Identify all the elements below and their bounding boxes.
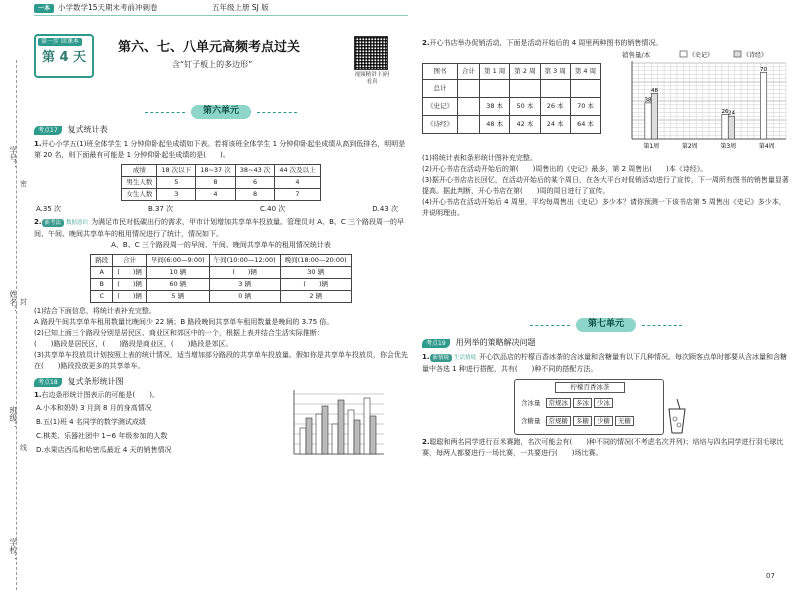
unit7-heading: [422, 317, 790, 333]
fold-mark: 封: [20, 298, 27, 306]
table-cell[interactable]: [458, 98, 480, 116]
chart-legend: [680, 51, 767, 59]
legend-swatch-shijing: [734, 51, 741, 57]
option-a[interactable]: A.小本和奶奶 3 月到 8 月的身高情况: [36, 404, 152, 412]
sugar-label: 含糖量: [521, 417, 541, 425]
kp17-title: 复式统计表: [67, 124, 108, 134]
table-cell[interactable]: [458, 116, 480, 134]
series-title: 小学数学15天期末考前冲刺卷: [58, 3, 158, 12]
table-cell: 64 本: [570, 116, 600, 134]
table-cell: 8: [235, 189, 275, 201]
table-cell: 总计: [423, 80, 458, 98]
table-cell: 5 辆: [146, 291, 209, 303]
x-tick-label: 第2周: [681, 143, 698, 150]
page-number: 07: [766, 572, 775, 580]
new-context-badge: 新情境: [430, 354, 453, 362]
table-header-cell: 路段: [91, 255, 113, 267]
chart-x-ticks: [643, 142, 774, 150]
table-cell: 《诗经》: [423, 116, 458, 134]
question-3-block: [34, 388, 408, 468]
sugar-option[interactable]: 多糖: [573, 416, 592, 426]
day-text: 第 4 天: [41, 50, 87, 65]
question-text: 右边条形统计图表示的可能是( )。: [41, 391, 159, 399]
question-number: 1.: [34, 140, 42, 148]
table-cell: 10 辆: [146, 267, 209, 279]
table-header-cell: 18~37 次: [196, 165, 236, 177]
table-header-cell: 成绩: [122, 165, 157, 177]
bar: [338, 400, 344, 454]
table-header-cell: 18 次以下: [157, 165, 196, 177]
table-row: [423, 98, 601, 116]
question-text: 聪聪和两名同学进行百米赛跑，名次可能会有( )种不同的情况(不考虑名次并列)；培培与四名同学进行羽毛球比赛，每两人都要进行一场比赛，一共要进行( )场比赛。: [422, 438, 784, 457]
table-cell: 3 辆: [209, 279, 280, 291]
question-text: 为满足市民对低碳出行的需求，甲市计划增加共享单车投放量。管理员对 A、B、C 三个路段周一的早间、午间、晚间共享单车的租用情况进行了统计，情况如下。: [34, 218, 404, 238]
bar-shijing: [728, 116, 734, 139]
table-cell: 男生人数: [122, 177, 157, 189]
question-number: 2.: [422, 39, 430, 47]
table-cell: 4: [196, 189, 236, 201]
bar-shiji: [645, 103, 651, 139]
binding-margin: [0, 60, 30, 590]
kp17-header: [34, 124, 408, 136]
bar: [370, 416, 376, 454]
student-name-label: 姓名：: [9, 290, 18, 314]
table-header-cell: 合计: [458, 64, 480, 80]
heading-deco-right: [257, 112, 297, 113]
table-cell[interactable]: ( )辆: [280, 279, 351, 291]
brand-logo: 一本: [34, 4, 54, 13]
bar: [306, 418, 312, 454]
option-c[interactable]: C.40 次: [260, 205, 286, 213]
line-mark: 线: [20, 444, 27, 452]
table-row: [423, 80, 601, 98]
sub-question-2: (2)已知上面三个路段分别是居民区、商业区和郊区中的一个，根据上表并结合生活实际推断：: [34, 329, 324, 337]
ice-row: [521, 398, 613, 408]
table-row: [91, 279, 351, 291]
sub-question-1: (1)结合下面信息，将统计表补充完整。: [34, 307, 156, 315]
sub-question-4: (4)开心书店在活动开始后 4 周里，平均每周售出《史记》多少本？请你预测一下该书店第 5 周售出《史记》多少本，并说明理由。: [422, 198, 786, 217]
table-cell: 30 辆: [280, 267, 351, 279]
new-method-badge: 新考法: [42, 219, 65, 227]
skill-badge: 数据意识: [66, 220, 89, 226]
kp19-header: [422, 337, 790, 349]
page-title: 第六、七、八单元高频考点过关: [118, 40, 301, 55]
data-label: 48: [650, 87, 658, 94]
table-cell: 2 辆: [280, 291, 351, 303]
option-b[interactable]: B.37 次: [147, 205, 174, 213]
score-table: [121, 164, 320, 201]
option-c[interactable]: C.棋类、乐器社团中 1~6 年级参加的人数: [36, 432, 168, 440]
sub-question-3: (3)共享单车投放员计划按照上表的统计情况，适当增加部分路段的共享单车投放量。假如你是共享单车投放员，你会优先在( )路段投放更多的共享单车。: [34, 351, 408, 370]
sugar-row: [521, 416, 634, 426]
day-box: [34, 34, 94, 78]
sub-question-3: (3)据开心书店店长回忆，在活动开始后的某个周日，在各大平台对促销活动进行了宣传，下一周所有图书的销售量显著提高。据此判断，开心书店在第( )周的周日进行了宣传。: [422, 176, 789, 195]
book-sales-table: [422, 63, 601, 134]
table-header-cell: 第 3 周: [540, 64, 570, 80]
sub-question-2-blanks[interactable]: ( )路段是居民区，( )路段是商业区，( )路段是郊区。: [34, 340, 233, 348]
table-cell: 《史记》: [423, 98, 458, 116]
bar: [354, 420, 360, 454]
book-sales-bar-chart: [622, 49, 790, 153]
table-cell: 女生人数: [122, 189, 157, 201]
x-tick-label: 第4周: [758, 143, 775, 150]
option-d[interactable]: D.水果店西瓜和哈密瓜最近 4 天的销售情况: [36, 446, 172, 454]
data-label: 24: [727, 110, 735, 117]
question-number: 2.: [34, 218, 42, 226]
top-bar: [0, 0, 800, 34]
top-divider: [34, 15, 408, 16]
day-tag: 第一步 回课本: [38, 38, 82, 46]
table-row: [122, 177, 320, 189]
unit6-heading: [34, 104, 408, 120]
kp18-title: 复式条形统计图: [67, 376, 124, 386]
table-cell: 8: [196, 177, 236, 189]
page-header: [34, 34, 408, 92]
bar: [332, 424, 338, 454]
race-question: [422, 437, 790, 459]
table-row: [91, 291, 351, 303]
page-subtitle: 含“钉子板上的多边形”: [172, 60, 253, 69]
ice-option[interactable]: 多冰: [573, 398, 592, 408]
grade-label: 五年级上册 SJ 版: [212, 3, 269, 12]
question-number: 2.: [422, 438, 430, 446]
sub-question-2: (2)开心书店在活动开始后的第( )周售出的《史记》最多，第 2 周售出( )本《诗经》。: [422, 165, 708, 173]
table-cell: C: [91, 291, 113, 303]
table-header-cell: 午间(10:00—12:00): [209, 255, 280, 267]
tea-menu-area: [422, 375, 790, 437]
kp18-tag: 考点18: [34, 378, 62, 387]
table-cell: 50 本: [510, 98, 540, 116]
seal-mark: 密: [20, 180, 27, 188]
table-cell[interactable]: ( )辆: [113, 267, 147, 279]
bar: [300, 428, 306, 454]
unit6-heading-label: 第六单元: [191, 105, 251, 119]
bar: [316, 414, 322, 454]
question-number: 1.: [34, 391, 42, 399]
bar: [348, 410, 354, 454]
table-cell: 48 本: [480, 116, 510, 134]
tea-card-title: 柠檬百香冰茶: [555, 382, 625, 393]
option-a[interactable]: A.35 次: [36, 205, 62, 213]
heading-deco-left: [530, 325, 570, 326]
x-tick-label: 第3周: [720, 143, 737, 150]
question-1: [34, 139, 408, 161]
table-header-cell: 44 次及以上: [275, 165, 320, 177]
tea-question: [422, 352, 790, 375]
question-text: 开心书店举办促销活动，下面是活动开始后的 4 周里两种图书的销售情况。: [429, 39, 663, 47]
table-cell: 7: [275, 189, 320, 201]
table-header-cell: 第 2 周: [510, 64, 540, 80]
data-label: 70: [760, 67, 768, 73]
kp19-tag: 考点19: [422, 339, 450, 348]
legend-label-shiji: 《史记》: [689, 52, 714, 59]
question-number: 1.: [422, 353, 430, 361]
option-b[interactable]: B.五(1)班 4 名同学的数学测试成绩: [36, 418, 146, 426]
table-cell: 42 本: [510, 116, 540, 134]
table-cell: 4: [275, 177, 320, 189]
table-cell[interactable]: [480, 80, 510, 98]
table-cell[interactable]: [570, 80, 600, 98]
table-cell: 26 本: [540, 98, 570, 116]
table-cell: B: [91, 279, 113, 291]
table-row: [91, 267, 351, 279]
binding-line: [16, 60, 17, 590]
data-label: 38: [644, 97, 652, 104]
chart-bars: [645, 73, 767, 140]
table-row: [122, 189, 320, 201]
table-header-cell: 第 1 周: [480, 64, 510, 80]
table-cell: 24 本: [540, 116, 570, 134]
ice-option[interactable]: 常规冰: [546, 398, 572, 408]
table-cell: 60 辆: [146, 279, 209, 291]
table-cell[interactable]: ( )辆: [209, 267, 280, 279]
kp18-header: [34, 376, 408, 388]
data-label: 26: [721, 108, 729, 115]
legend-swatch-shiji: [680, 51, 687, 57]
ice-label: 含冰量: [521, 399, 541, 407]
table-cell[interactable]: ( )辆: [113, 279, 147, 291]
table-cell: 3: [157, 189, 196, 201]
sugar-option[interactable]: 无糖: [615, 416, 634, 426]
unit7-heading-label: 第七单元: [576, 318, 636, 332]
qr-code-icon[interactable]: [354, 36, 388, 70]
bar-shiji: [760, 73, 766, 140]
table-cell: 0 辆: [209, 291, 280, 303]
table-header-cell: 图书: [423, 64, 458, 80]
kp17-tag: 考点17: [34, 126, 62, 135]
bike-table: [90, 254, 351, 303]
table-header-cell: 38~43 次: [235, 165, 275, 177]
table-cell: 70 本: [570, 98, 600, 116]
legend-label-shijing: 《诗经》: [743, 52, 768, 59]
unlabeled-bar-chart: [288, 388, 388, 460]
student-id-label: 学号：: [9, 146, 18, 170]
table-header-row: [122, 165, 320, 177]
heading-deco-right: [642, 325, 682, 326]
bookstore-data: [422, 49, 790, 153]
iced-tea-cup-icon: [666, 399, 688, 435]
table-cell[interactable]: [510, 80, 540, 98]
option-d[interactable]: D.43 次: [372, 205, 398, 213]
table-header-cell: 合计: [113, 255, 147, 267]
heading-deco-left: [145, 112, 185, 113]
table-header-row: [91, 255, 351, 267]
table-cell: 38 本: [480, 98, 510, 116]
x-tick-label: 第1周: [643, 143, 660, 150]
table-cell[interactable]: [458, 80, 480, 98]
kp19-title: 用列举的策略解决问题: [455, 337, 536, 347]
school-label: 学校：: [9, 538, 18, 562]
question-text: 开心饮品店的柠檬百香冰茶的含冰量和含糖量有以下几种情况。每次顾客点单时都要从含冰量和含糖量中各选 1 种进行搭配，共有( )种不同的搭配方法。: [422, 353, 788, 373]
question-text: 开心小学五(1)班全体学生 1 分钟仰卧起坐成绩如下表。若将该班全体学生 1 分钟仰卧起坐成绩从高到低排名，明明是第 20 名，则下面最有可能是 1 分钟仰卧起坐成绩的是( )。: [34, 140, 406, 159]
table-header-cell: 第 4 周: [570, 64, 600, 80]
bar-shiji: [722, 114, 728, 139]
sugar-option[interactable]: 少糖: [594, 416, 613, 426]
question-2: [34, 217, 408, 240]
table-cell[interactable]: [540, 80, 570, 98]
sub-question-1: (1)将统计表和条形统计图补充完整。: [422, 154, 537, 162]
bar-shijing: [651, 93, 657, 139]
table-header-cell: 早间(6:00—9:00): [146, 255, 209, 267]
question-3: [34, 390, 284, 401]
table-row: [423, 116, 601, 134]
table-header-cell: 晚间(18:00—20:00): [280, 255, 351, 267]
ice-option[interactable]: 少冰: [594, 398, 613, 408]
answer-options: [34, 204, 408, 215]
table-cell: A: [91, 267, 113, 279]
table-header-row: [423, 64, 601, 80]
y-axis-label: 销售量/本: [622, 51, 651, 59]
table-cell: 5: [157, 177, 196, 189]
sub-question-1-info: A 路段午间共享单车租用数量比晚间少 22 辆；B 路段晚间共享单车租用数量是晚间的 3.75 倍。: [34, 318, 334, 326]
bar: [322, 406, 328, 454]
tea-menu-card: [514, 379, 664, 435]
table-cell[interactable]: ( )辆: [113, 291, 147, 303]
table-cell: 6: [235, 177, 275, 189]
bar: [364, 398, 370, 454]
qr-caption: 视频精讲 扫码看真: [354, 72, 390, 86]
class-label: 班级：: [9, 406, 18, 430]
sugar-option[interactable]: 常规糖: [546, 416, 572, 426]
life-context-badge: 生活情境: [454, 355, 477, 361]
left-page: [34, 34, 408, 468]
bookstore-question: [422, 38, 790, 49]
right-page: [422, 34, 790, 459]
table-title: A、B、C 三个路段周一的早间、午间、晚间共享单车的租用情况统计表: [111, 241, 331, 249]
